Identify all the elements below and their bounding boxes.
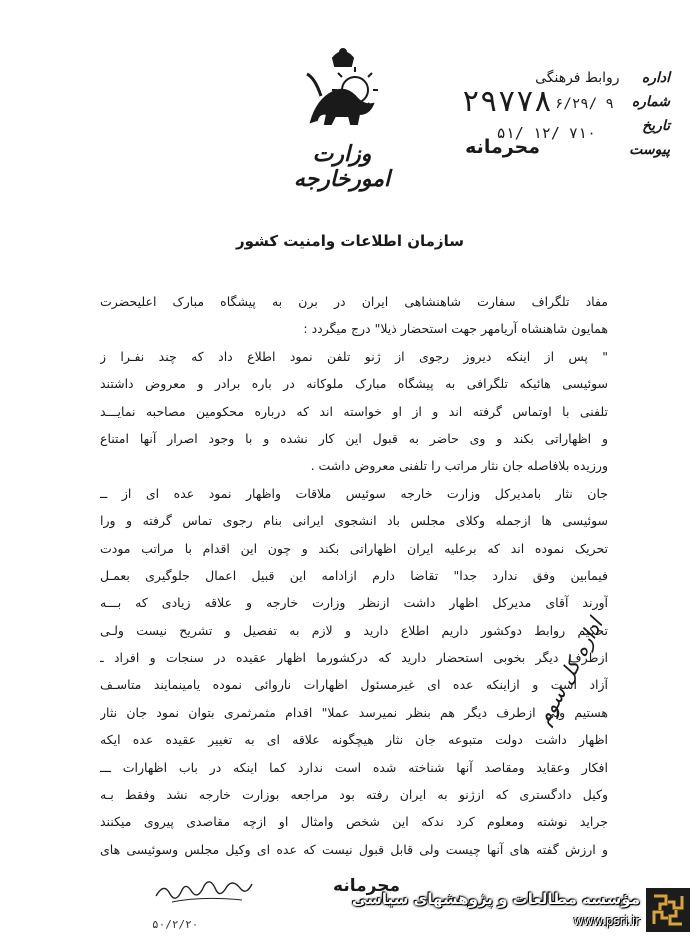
registration-date: ۶/۲۹/ ۹ <box>554 96 614 112</box>
ministry-title: وزارت امورخارجه <box>293 142 391 192</box>
body-line: و اظهاراتی بکند و وی حاضر به قبول این کار نشده و با وجود اصرار آنها امتناع <box>100 430 608 446</box>
body-line: آزاد است و ازاینکه عده ای غیرمسئول اظهارات ناروائی نموده یامینمایند متاسـف <box>100 677 608 693</box>
body-line: و ارزش گفته های آنها چیست ولی قابل قبول نیست که عده ای وکیل مجلس وسوئیسی های <box>100 841 608 857</box>
body-line: مفاد تلگراف سفارت شاهنشاهی ایران در برن به پیشگاه مبارک اعلیحضرت <box>100 294 608 309</box>
body-line: سوئیسی ها ازجمله وکلای مجلس باد انشجوی ایرانی بنام رجوی تماس گرفته و ورا <box>100 513 608 529</box>
watermark-name: مؤسسه مطالعات و پژوهشهای سیاسی <box>351 890 640 908</box>
classification-stamp-bottom: محرمانه <box>333 876 400 896</box>
body-line: وکیل دادگستری که ازژنو به ایران رفته بود مراجعه بوزارت خارجه نشد وفقط بـه <box>100 787 608 803</box>
watermark-url[interactable]: www.psri.ir <box>573 914 640 928</box>
institute-watermark <box>351 888 690 940</box>
body-line: " پس از اینکه دیروز رجوی از ژنو تلفن نمود اطلاع داد که چند نفـرا ز <box>100 348 608 364</box>
recipient-line: سازمان اطلاعات وامنیت کشور <box>236 232 464 250</box>
body-line: هستیم ولی ازطرف دیگر هم بنظر نمیرسد عملا" اقدام مثمرثمری بتوان نمود جان نثار <box>100 704 608 720</box>
office-label: اداره <box>641 70 670 86</box>
body-line: همایون شاهنشاه آریامهر جهت استحضار ذیلا" درج میگردد : <box>303 321 608 337</box>
lion-and-sun-emblem-icon <box>297 44 389 136</box>
signature-code: ۵۰/۲/۲۰ <box>152 918 199 931</box>
body-line: جان نثار بامدیرکل وزارت خارجه سوئیس ملاقات واظهار نمود عده ای از ــ <box>100 485 608 501</box>
office-value: روابط فرهنگی <box>535 70 620 86</box>
attachment-label: پیوست <box>629 142 670 158</box>
body-line: تلفنی با اوتماس گرفته اند و از او خواسته اند که درباره محکومین مصاحبه نمایـــد <box>100 403 608 419</box>
body-line: اظهار داشت دولت متبوعه جان نثار هیچگونه علاقه ای به تغییر عقیده عده ایکه <box>100 732 608 748</box>
body-line: تحریک نموده اند که برعلیه ایران اظهاراتی بکند و چون این اقدام با مراتب مودت <box>100 540 608 556</box>
body-line: افکار وعقاید ومقاصد آنها شناخته شده است ندارد کما اینکه در باب اظهارات ـــ <box>100 759 608 775</box>
body-line: ازطرف دیگر بخوبی استحضار دارید که درکشورما اظهار عقیده در سنجات و افراد ـ <box>100 650 608 666</box>
signature-image <box>152 876 262 906</box>
institute-logo-icon <box>646 888 690 932</box>
date-label: تاریخ <box>642 118 670 134</box>
body-line: آورند آقای مدیرکل اظهار داشت ازنظر وزارت خارجه و علاقه زیادی که بـــه <box>100 595 608 611</box>
body-line: ورزیده بلافاصله جان نثار مراتب را تلفنی معروض داشت . <box>310 458 608 474</box>
letter-body <box>100 288 608 863</box>
body-line: تحکیم روابط دوکشور داریم اطلاع دارید و لازم به تفصیل و تشریح نیست ولـی <box>100 622 608 638</box>
classification-stamp-top: محرمانه <box>465 136 540 158</box>
body-line: سوئیسی هائیکه تلگرافی به پیشگاه مبارک ملوکانه در باره برادر و معروض داشتند <box>100 376 608 392</box>
handwritten-side-note: اداره کل سوم <box>531 614 608 729</box>
registration-number: ۲۹۷۷۸ <box>461 84 552 119</box>
body-line: فیمابین وفق ندارد جدا" تقاضا دارم ازادامه این قبیل اعمال جلوگیری بعمـل <box>100 567 608 583</box>
number-label: شماره <box>631 94 670 110</box>
body-line: جراید نوشته ومعلوم کرد ندکه این شخص وامثال او ازچه مقاصدی پیروی میکنند <box>100 814 608 830</box>
attachment-value: ۵۱/ ۱۲/ ۷۱۰ <box>496 124 596 142</box>
